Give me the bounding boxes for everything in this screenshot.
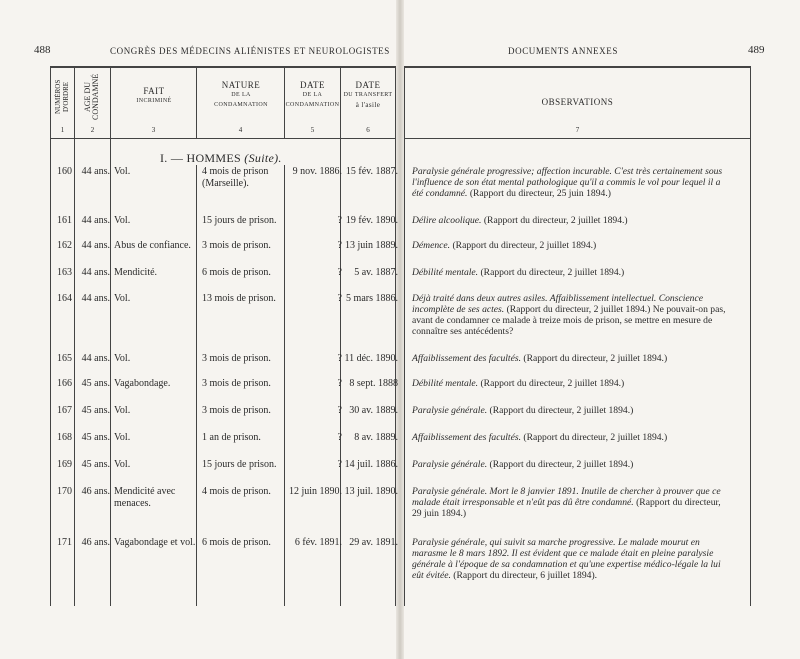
col-num-2: 2 xyxy=(90,126,95,134)
row-age: 46 ans. xyxy=(81,537,110,548)
row-date-condamnation: ? xyxy=(337,378,342,389)
row-observations-italic: Débilité mentale. xyxy=(412,378,479,389)
col-header-numeros: NUMÉROS D'ORDRE xyxy=(54,79,70,115)
row-observations-italic: Délire alcoolique. xyxy=(412,215,482,226)
col-header-age: AGE DU CONDAMNÉ xyxy=(83,73,100,121)
col-header-date-cond xyxy=(285,80,340,110)
left-running-title: CONGRÈS DES MÉDECINS ALIÉNISTES ET NEUROLOGISTES xyxy=(110,46,390,56)
col-num-4: 4 xyxy=(238,126,243,134)
col-divider-7 xyxy=(404,66,405,606)
row-date-transfert: 5 mars 1886. xyxy=(346,293,398,304)
row-observations-report: (Rapport du directeur, 6 juillet 1894). xyxy=(450,570,598,581)
row-fait: Vol. xyxy=(114,215,131,226)
row-fait: Vagabondage. xyxy=(114,378,171,389)
row-number: 165 xyxy=(57,353,72,364)
row-observations-report: (Rapport du directeur, 2 juillet 1894.) xyxy=(520,432,668,443)
row-number: 168 xyxy=(57,432,72,443)
row-age: 45 ans. xyxy=(81,405,110,416)
row-date-condamnation: ? xyxy=(337,459,342,470)
row-age: 46 ans. xyxy=(81,486,110,497)
col-divider-0 xyxy=(50,66,51,606)
row-nature: 4 mois de prison (Marseille). xyxy=(202,166,269,189)
col-header-date-transf-sub2: à l'asile xyxy=(355,101,381,109)
row-age: 44 ans. xyxy=(81,240,110,251)
row-fait: Vol. xyxy=(114,166,131,177)
row-observations-italic: Paralysie générale. xyxy=(412,459,488,470)
row-observations-report: (Rapport du directeur, 29 juin 1894.) xyxy=(412,497,721,519)
col-header-nature xyxy=(198,80,284,110)
col-header-date-cond-sub2: CONDAMNATION xyxy=(285,102,340,108)
col-divider-1 xyxy=(74,66,75,606)
row-fait: Mendicité. xyxy=(114,267,158,278)
row-nature: 13 mois de prison. xyxy=(202,293,276,304)
row-number: 161 xyxy=(57,215,72,226)
row-observations-italic: Débilité mentale. xyxy=(412,267,479,278)
col-divider-3b xyxy=(196,165,197,606)
col-header-date-cond-sub1: DE LA xyxy=(302,92,323,98)
row-observations-report: (Rapport du directeur, 25 juin 1894.) xyxy=(467,188,611,199)
row-observations xyxy=(412,486,730,519)
col-divider-2 xyxy=(110,66,111,606)
section-title-main: I. — HOMMES xyxy=(160,151,241,165)
row-nature: 3 mois de prison. xyxy=(202,378,271,389)
row-observations xyxy=(412,432,730,443)
row-date-condamnation: 6 fév. 1891. xyxy=(294,537,342,548)
row-age: 44 ans. xyxy=(81,267,110,278)
row-observations-italic: Affaiblissement des facultés. xyxy=(412,353,521,364)
row-observations-italic: Affaiblissement des facultés. xyxy=(412,432,521,443)
row-date-transfert: 15 fév. 1887. xyxy=(345,166,398,177)
col-header-date-cond-title: DATE xyxy=(300,80,325,90)
row-observations-report: (Rapport du directeur, 2 juillet 1894.) xyxy=(450,240,597,251)
row-age: 45 ans. xyxy=(81,459,110,470)
header-bottom-rule-left xyxy=(50,138,396,139)
row-observations-report: (Rapport du directeur, 2 juillet 1894.) Ne pouvait-on pas, avant de condamner ce malade à treize mois de prison, se mettre en mesure de connaître ses antécédents? xyxy=(412,304,726,337)
row-date-condamnation: ? xyxy=(337,353,342,364)
row-observations-italic: Paralysie générale progressive; affection incurable. C'est très certainement sous l'influence de son état mental pathologique qu'il a commis le vol pour lequel il a été condamné. xyxy=(412,166,723,199)
row-age: 44 ans. xyxy=(81,353,110,364)
row-nature: 3 mois de prison. xyxy=(202,240,271,251)
col-header-date-transf-title: DATE xyxy=(355,80,381,90)
row-number: 164 xyxy=(57,293,72,304)
row-number: 170 xyxy=(57,486,72,497)
col-num-5: 5 xyxy=(310,126,315,134)
col-num-3: 3 xyxy=(151,126,156,134)
row-date-transfert: 29 av. 1891. xyxy=(349,537,398,548)
col-header-nature-title: NATURE xyxy=(221,80,261,90)
row-observations-italic: Paralysie générale. xyxy=(412,405,488,416)
row-fait: Mendicité avec menaces. xyxy=(114,486,176,509)
row-nature: 15 jours de prison. xyxy=(202,215,277,226)
row-date-transfert: 13 juin 1889. xyxy=(344,240,398,251)
row-observations xyxy=(412,459,730,470)
col-header-date-transf-sub1: DU TRANSFERT xyxy=(343,92,393,98)
table-top-rule-left xyxy=(50,66,396,68)
row-nature: 15 jours de prison. xyxy=(202,459,277,470)
row-date-condamnation: ? xyxy=(337,267,342,278)
row-date-condamnation: 12 juin 1890. xyxy=(288,486,342,497)
row-nature: 3 mois de prison. xyxy=(202,405,271,416)
row-observations xyxy=(412,378,730,389)
row-observations xyxy=(412,166,730,199)
book-gutter xyxy=(396,0,404,659)
row-date-transfert: 8 sept. 1888 xyxy=(349,378,398,389)
header-bottom-rule-right xyxy=(404,138,750,139)
col-divider-8 xyxy=(750,66,751,606)
row-observations xyxy=(412,353,730,364)
col-header-fait-title: FAIT xyxy=(143,86,165,96)
row-age: 45 ans. xyxy=(81,432,110,443)
row-number: 162 xyxy=(57,240,72,251)
row-observations xyxy=(412,240,730,251)
col-header-nature-sub2: CONDAMNATION xyxy=(214,102,268,108)
row-date-condamnation: ? xyxy=(337,405,342,416)
col-header-date-transf xyxy=(341,80,395,110)
row-date-condamnation: 9 nov. 1886. xyxy=(292,166,342,177)
col-divider-6 xyxy=(395,66,396,606)
row-fait: Vol. xyxy=(114,405,131,416)
row-date-condamnation: ? xyxy=(337,293,342,304)
section-title xyxy=(160,151,282,166)
col-divider-5 xyxy=(340,66,341,606)
row-observations xyxy=(412,267,730,278)
col-header-fait xyxy=(112,86,196,106)
row-age: 44 ans. xyxy=(81,166,110,177)
row-number: 166 xyxy=(57,378,72,389)
row-observations-italic: Déjà traité dans deux autres asiles. Affaiblissement intellectuel. Conscience incomplète de ses actes. xyxy=(412,293,703,315)
row-observations-report: (Rapport du directeur, 2 juillet 1894.) xyxy=(487,459,634,470)
row-date-transfert: 8 av. 1889. xyxy=(354,432,398,443)
row-nature: 6 mois de prison. xyxy=(202,537,271,548)
row-observations xyxy=(412,293,730,337)
row-observations-italic: Démence. xyxy=(412,240,451,251)
right-running-title: DOCUMENTS ANNEXES xyxy=(508,46,618,56)
row-date-transfert: 19 fév. 1890. xyxy=(345,215,398,226)
section-title-suffix: (Suite). xyxy=(244,151,282,165)
row-age: 44 ans. xyxy=(81,215,110,226)
row-observations xyxy=(412,405,730,416)
col-header-observations-title: OBSERVATIONS xyxy=(541,97,614,107)
row-fait: Abus de confiance. xyxy=(114,240,191,251)
col-header-nature-sub1: DE LA xyxy=(231,92,251,98)
col-num-6: 6 xyxy=(366,126,370,134)
row-observations xyxy=(412,537,730,581)
row-fait: Vagabondage et vol. xyxy=(114,537,196,548)
table-top-rule-right xyxy=(404,66,750,68)
row-number: 171 xyxy=(57,537,72,548)
row-observations-italic: Paralysie générale, qui suivit sa marche progressive. Le malade mourut en marasme le 8 mars 1892. Il est évident que ce malade était en pleine paralysie générale à l'époque de sa condamnation et qu'une expertise médico-légale la lui eût évitée. xyxy=(412,537,721,581)
row-fait: Vol. xyxy=(114,432,131,443)
row-date-condamnation: ? xyxy=(337,432,342,443)
row-date-condamnation: ? xyxy=(337,240,342,251)
row-nature: 1 an de prison. xyxy=(202,432,261,443)
row-nature: 4 mois de prison. xyxy=(202,486,271,497)
row-observations xyxy=(412,215,730,226)
row-date-transfert: 5 av. 1887. xyxy=(354,267,398,278)
row-date-transfert: 13 juil. 1890. xyxy=(344,486,398,497)
col-header-fait-sub: INCRIMINÉ xyxy=(136,98,172,104)
row-nature: 6 mois de prison. xyxy=(202,267,271,278)
row-fait: Vol. xyxy=(114,459,131,470)
row-nature: 3 mois de prison. xyxy=(202,353,271,364)
row-fait: Vol. xyxy=(114,293,131,304)
row-age: 44 ans. xyxy=(81,293,110,304)
row-age: 45 ans. xyxy=(81,378,110,389)
row-observations-italic: Paralysie générale. Mort le 8 janvier 1891. Inutile de chercher à prouver que ce malade était irresponsable et n'eût pas dû être condamné. xyxy=(412,486,721,508)
row-observations-report: (Rapport du directeur, 2 juillet 1894.) xyxy=(520,353,668,364)
row-fait: Vol. xyxy=(114,353,131,364)
row-date-transfert: 11 déc. 1890. xyxy=(344,353,398,364)
row-observations-report: (Rapport du directeur, 2 juillet 1894.) xyxy=(481,215,628,226)
right-page-number: 489 xyxy=(748,44,765,56)
row-number: 163 xyxy=(57,267,72,278)
col-num-1: 1 xyxy=(60,126,65,134)
row-date-transfert: 14 juil. 1886. xyxy=(344,459,398,470)
col-header-observations xyxy=(405,97,750,107)
row-observations-report: (Rapport du directeur, 2 juillet 1894.) xyxy=(478,267,625,278)
row-date-transfert: 30 av. 1889. xyxy=(349,405,398,416)
row-date-condamnation: ? xyxy=(337,215,342,226)
row-number: 167 xyxy=(57,405,72,416)
row-number: 160 xyxy=(57,166,72,177)
row-number: 169 xyxy=(57,459,72,470)
col-num-7: 7 xyxy=(575,126,580,134)
row-observations-report: (Rapport du directeur, 2 juillet 1894.) xyxy=(487,405,634,416)
row-observations-report: (Rapport du directeur, 2 juillet 1894.) xyxy=(478,378,625,389)
left-page-number: 488 xyxy=(34,44,51,56)
